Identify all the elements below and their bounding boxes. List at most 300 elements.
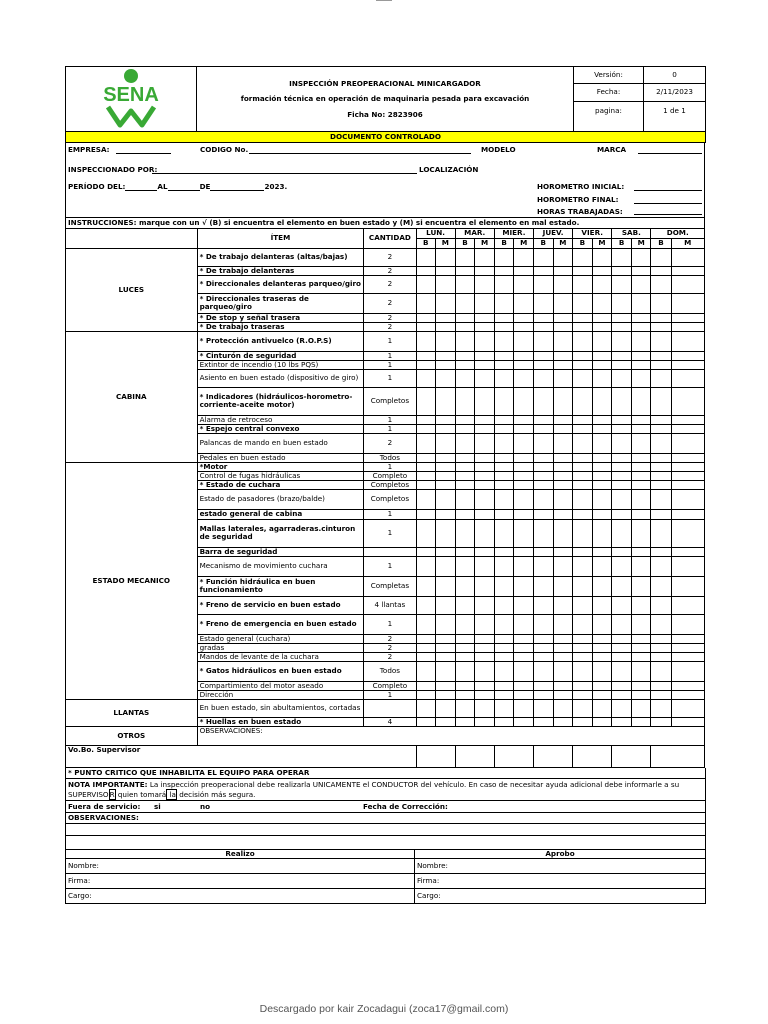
- check-bad-cell[interactable]: [475, 424, 495, 433]
- check-good-cell[interactable]: [455, 331, 475, 351]
- inspeccionado-field[interactable]: [152, 166, 417, 174]
- check-bad-cell[interactable]: [436, 717, 456, 726]
- check-good-cell[interactable]: [651, 576, 671, 596]
- check-bad-cell[interactable]: [671, 634, 704, 643]
- check-good-cell[interactable]: [612, 643, 632, 652]
- otros-observaciones[interactable]: OBSERVACIONES:: [197, 726, 704, 745]
- check-good-cell[interactable]: [416, 462, 436, 471]
- check-good-cell[interactable]: [612, 351, 632, 360]
- check-bad-cell[interactable]: [553, 293, 573, 313]
- check-bad-cell[interactable]: [592, 509, 612, 519]
- check-good-cell[interactable]: [416, 480, 436, 489]
- check-bad-cell[interactable]: [671, 489, 704, 509]
- check-bad-cell[interactable]: [592, 661, 612, 681]
- check-bad-cell[interactable]: [671, 519, 704, 547]
- check-bad-cell[interactable]: [553, 519, 573, 547]
- check-good-cell[interactable]: [533, 360, 553, 369]
- check-good-cell[interactable]: [494, 717, 514, 726]
- check-good-cell[interactable]: [416, 643, 436, 652]
- check-bad-cell[interactable]: [553, 661, 573, 681]
- check-good-cell[interactable]: [651, 596, 671, 614]
- check-good-cell[interactable]: [573, 424, 593, 433]
- check-bad-cell[interactable]: [475, 313, 495, 322]
- check-bad-cell[interactable]: [514, 322, 534, 331]
- check-good-cell[interactable]: [573, 519, 593, 547]
- check-good-cell[interactable]: [573, 275, 593, 293]
- check-bad-cell[interactable]: [514, 509, 534, 519]
- check-good-cell[interactable]: [416, 453, 436, 462]
- check-bad-cell[interactable]: [436, 471, 456, 480]
- check-bad-cell[interactable]: [631, 661, 651, 681]
- check-good-cell[interactable]: [573, 717, 593, 726]
- check-good-cell[interactable]: [612, 547, 632, 556]
- check-good-cell[interactable]: [494, 313, 514, 322]
- check-good-cell[interactable]: [612, 453, 632, 462]
- fuera-servicio-si[interactable]: si: [154, 801, 161, 811]
- check-good-cell[interactable]: [651, 351, 671, 360]
- check-good-cell[interactable]: [651, 248, 671, 266]
- check-good-cell[interactable]: [612, 462, 632, 471]
- check-good-cell[interactable]: [494, 652, 514, 661]
- check-bad-cell[interactable]: [631, 453, 651, 462]
- check-bad-cell[interactable]: [592, 424, 612, 433]
- check-good-cell[interactable]: [612, 360, 632, 369]
- check-good-cell[interactable]: [573, 509, 593, 519]
- check-good-cell[interactable]: [494, 519, 514, 547]
- check-bad-cell[interactable]: [436, 614, 456, 634]
- check-bad-cell[interactable]: [436, 556, 456, 576]
- check-bad-cell[interactable]: [475, 275, 495, 293]
- check-good-cell[interactable]: [612, 424, 632, 433]
- check-good-cell[interactable]: [573, 699, 593, 717]
- check-good-cell[interactable]: [533, 690, 553, 699]
- check-bad-cell[interactable]: [436, 489, 456, 509]
- observaciones-line-1[interactable]: [66, 824, 706, 836]
- check-good-cell[interactable]: [533, 596, 553, 614]
- check-bad-cell[interactable]: [631, 614, 651, 634]
- check-bad-cell[interactable]: [592, 369, 612, 387]
- check-bad-cell[interactable]: [592, 462, 612, 471]
- check-bad-cell[interactable]: [436, 453, 456, 462]
- check-good-cell[interactable]: [612, 690, 632, 699]
- check-bad-cell[interactable]: [631, 509, 651, 519]
- check-good-cell[interactable]: [494, 509, 514, 519]
- check-good-cell[interactable]: [455, 248, 475, 266]
- check-bad-cell[interactable]: [514, 614, 534, 634]
- check-good-cell[interactable]: [455, 424, 475, 433]
- check-bad-cell[interactable]: [592, 699, 612, 717]
- check-bad-cell[interactable]: [475, 681, 495, 690]
- aprobo-firma[interactable]: Firma:: [415, 874, 706, 889]
- check-bad-cell[interactable]: [475, 699, 495, 717]
- check-good-cell[interactable]: [494, 634, 514, 643]
- check-bad-cell[interactable]: [553, 717, 573, 726]
- check-bad-cell[interactable]: [671, 681, 704, 690]
- check-bad-cell[interactable]: [631, 576, 651, 596]
- vobo-day-cell[interactable]: [651, 745, 705, 767]
- check-bad-cell[interactable]: [671, 556, 704, 576]
- check-good-cell[interactable]: [533, 369, 553, 387]
- check-good-cell[interactable]: [651, 652, 671, 661]
- check-good-cell[interactable]: [416, 576, 436, 596]
- check-good-cell[interactable]: [573, 266, 593, 275]
- check-good-cell[interactable]: [455, 489, 475, 509]
- check-bad-cell[interactable]: [475, 547, 495, 556]
- check-good-cell[interactable]: [651, 433, 671, 453]
- check-good-cell[interactable]: [533, 661, 553, 681]
- aprobo-cargo[interactable]: Cargo:: [415, 889, 706, 904]
- check-bad-cell[interactable]: [592, 360, 612, 369]
- check-bad-cell[interactable]: [553, 369, 573, 387]
- check-bad-cell[interactable]: [514, 275, 534, 293]
- check-good-cell[interactable]: [612, 556, 632, 576]
- check-good-cell[interactable]: [651, 519, 671, 547]
- check-bad-cell[interactable]: [553, 360, 573, 369]
- check-good-cell[interactable]: [455, 652, 475, 661]
- check-bad-cell[interactable]: [631, 360, 651, 369]
- check-bad-cell[interactable]: [475, 322, 495, 331]
- check-good-cell[interactable]: [494, 643, 514, 652]
- check-bad-cell[interactable]: [631, 415, 651, 424]
- check-good-cell[interactable]: [612, 471, 632, 480]
- check-bad-cell[interactable]: [475, 652, 495, 661]
- check-bad-cell[interactable]: [592, 717, 612, 726]
- check-good-cell[interactable]: [494, 331, 514, 351]
- vobo-day-cell[interactable]: [455, 745, 494, 767]
- check-good-cell[interactable]: [416, 424, 436, 433]
- check-good-cell[interactable]: [612, 489, 632, 509]
- check-good-cell[interactable]: [455, 614, 475, 634]
- check-good-cell[interactable]: [494, 293, 514, 313]
- check-good-cell[interactable]: [455, 717, 475, 726]
- check-good-cell[interactable]: [651, 313, 671, 322]
- check-bad-cell[interactable]: [514, 331, 534, 351]
- check-bad-cell[interactable]: [671, 509, 704, 519]
- check-bad-cell[interactable]: [671, 652, 704, 661]
- check-good-cell[interactable]: [533, 433, 553, 453]
- check-bad-cell[interactable]: [671, 387, 704, 415]
- check-good-cell[interactable]: [573, 643, 593, 652]
- check-good-cell[interactable]: [416, 634, 436, 643]
- check-good-cell[interactable]: [455, 293, 475, 313]
- check-bad-cell[interactable]: [553, 576, 573, 596]
- check-bad-cell[interactable]: [553, 681, 573, 690]
- check-good-cell[interactable]: [573, 661, 593, 681]
- check-bad-cell[interactable]: [592, 596, 612, 614]
- check-bad-cell[interactable]: [631, 471, 651, 480]
- check-good-cell[interactable]: [494, 661, 514, 681]
- check-good-cell[interactable]: [573, 489, 593, 509]
- check-bad-cell[interactable]: [592, 634, 612, 643]
- check-good-cell[interactable]: [573, 480, 593, 489]
- check-bad-cell[interactable]: [436, 634, 456, 643]
- empresa-field[interactable]: [116, 146, 171, 154]
- check-bad-cell[interactable]: [671, 331, 704, 351]
- check-bad-cell[interactable]: [631, 293, 651, 313]
- codigo-field[interactable]: [249, 146, 471, 154]
- check-good-cell[interactable]: [533, 248, 553, 266]
- check-good-cell[interactable]: [455, 480, 475, 489]
- check-good-cell[interactable]: [573, 387, 593, 415]
- observaciones-line-2[interactable]: [66, 836, 706, 850]
- check-bad-cell[interactable]: [592, 652, 612, 661]
- vobo-day-cell[interactable]: [533, 745, 572, 767]
- check-bad-cell[interactable]: [631, 275, 651, 293]
- check-bad-cell[interactable]: [475, 462, 495, 471]
- check-bad-cell[interactable]: [553, 387, 573, 415]
- check-bad-cell[interactable]: [553, 331, 573, 351]
- horas-field[interactable]: [634, 207, 702, 215]
- check-good-cell[interactable]: [573, 453, 593, 462]
- check-bad-cell[interactable]: [436, 293, 456, 313]
- check-bad-cell[interactable]: [436, 652, 456, 661]
- check-good-cell[interactable]: [533, 266, 553, 275]
- check-bad-cell[interactable]: [475, 556, 495, 576]
- check-good-cell[interactable]: [573, 634, 593, 643]
- check-bad-cell[interactable]: [475, 415, 495, 424]
- check-good-cell[interactable]: [494, 369, 514, 387]
- check-good-cell[interactable]: [573, 690, 593, 699]
- check-good-cell[interactable]: [455, 576, 475, 596]
- check-good-cell[interactable]: [416, 293, 436, 313]
- check-good-cell[interactable]: [612, 652, 632, 661]
- check-good-cell[interactable]: [573, 576, 593, 596]
- check-bad-cell[interactable]: [436, 415, 456, 424]
- check-bad-cell[interactable]: [631, 489, 651, 509]
- check-bad-cell[interactable]: [671, 424, 704, 433]
- check-good-cell[interactable]: [573, 471, 593, 480]
- check-bad-cell[interactable]: [631, 690, 651, 699]
- check-bad-cell[interactable]: [436, 661, 456, 681]
- check-good-cell[interactable]: [651, 331, 671, 351]
- check-good-cell[interactable]: [494, 489, 514, 509]
- check-bad-cell[interactable]: [553, 433, 573, 453]
- check-good-cell[interactable]: [533, 480, 553, 489]
- check-good-cell[interactable]: [533, 681, 553, 690]
- check-bad-cell[interactable]: [514, 717, 534, 726]
- check-good-cell[interactable]: [612, 266, 632, 275]
- check-good-cell[interactable]: [455, 681, 475, 690]
- check-good-cell[interactable]: [494, 576, 514, 596]
- check-bad-cell[interactable]: [592, 313, 612, 322]
- check-bad-cell[interactable]: [553, 351, 573, 360]
- check-bad-cell[interactable]: [631, 248, 651, 266]
- check-bad-cell[interactable]: [631, 681, 651, 690]
- check-bad-cell[interactable]: [553, 652, 573, 661]
- check-bad-cell[interactable]: [514, 424, 534, 433]
- check-bad-cell[interactable]: [475, 519, 495, 547]
- check-bad-cell[interactable]: [671, 266, 704, 275]
- check-good-cell[interactable]: [494, 556, 514, 576]
- periodo-de-field[interactable]: [210, 183, 264, 191]
- check-bad-cell[interactable]: [436, 369, 456, 387]
- check-good-cell[interactable]: [651, 387, 671, 415]
- check-bad-cell[interactable]: [592, 547, 612, 556]
- check-good-cell[interactable]: [494, 266, 514, 275]
- check-bad-cell[interactable]: [671, 248, 704, 266]
- check-bad-cell[interactable]: [436, 690, 456, 699]
- aprobo-nombre[interactable]: Nombre:: [415, 859, 706, 874]
- check-bad-cell[interactable]: [475, 489, 495, 509]
- check-bad-cell[interactable]: [592, 614, 612, 634]
- check-bad-cell[interactable]: [514, 576, 534, 596]
- check-good-cell[interactable]: [416, 489, 436, 509]
- check-bad-cell[interactable]: [592, 681, 612, 690]
- check-bad-cell[interactable]: [631, 462, 651, 471]
- check-bad-cell[interactable]: [553, 634, 573, 643]
- check-good-cell[interactable]: [651, 489, 671, 509]
- check-bad-cell[interactable]: [671, 576, 704, 596]
- check-bad-cell[interactable]: [475, 293, 495, 313]
- check-bad-cell[interactable]: [475, 661, 495, 681]
- check-bad-cell[interactable]: [514, 471, 534, 480]
- check-bad-cell[interactable]: [553, 643, 573, 652]
- check-bad-cell[interactable]: [436, 266, 456, 275]
- check-bad-cell[interactable]: [592, 453, 612, 462]
- check-bad-cell[interactable]: [514, 519, 534, 547]
- check-bad-cell[interactable]: [592, 322, 612, 331]
- check-bad-cell[interactable]: [631, 547, 651, 556]
- check-good-cell[interactable]: [494, 415, 514, 424]
- check-good-cell[interactable]: [573, 369, 593, 387]
- check-good-cell[interactable]: [455, 519, 475, 547]
- check-bad-cell[interactable]: [436, 387, 456, 415]
- check-good-cell[interactable]: [416, 387, 436, 415]
- check-good-cell[interactable]: [455, 387, 475, 415]
- check-good-cell[interactable]: [651, 453, 671, 462]
- periodo-al-field[interactable]: [168, 183, 200, 191]
- check-good-cell[interactable]: [455, 661, 475, 681]
- check-bad-cell[interactable]: [514, 453, 534, 462]
- check-good-cell[interactable]: [494, 596, 514, 614]
- check-good-cell[interactable]: [455, 415, 475, 424]
- check-good-cell[interactable]: [612, 699, 632, 717]
- check-bad-cell[interactable]: [514, 266, 534, 275]
- fuera-servicio-no[interactable]: no: [200, 801, 211, 811]
- check-bad-cell[interactable]: [514, 556, 534, 576]
- check-bad-cell[interactable]: [514, 415, 534, 424]
- check-good-cell[interactable]: [612, 369, 632, 387]
- check-good-cell[interactable]: [533, 471, 553, 480]
- check-good-cell[interactable]: [651, 471, 671, 480]
- check-good-cell[interactable]: [455, 266, 475, 275]
- check-good-cell[interactable]: [612, 661, 632, 681]
- check-good-cell[interactable]: [573, 322, 593, 331]
- check-good-cell[interactable]: [533, 453, 553, 462]
- check-good-cell[interactable]: [651, 643, 671, 652]
- check-bad-cell[interactable]: [514, 547, 534, 556]
- check-bad-cell[interactable]: [436, 681, 456, 690]
- check-good-cell[interactable]: [612, 576, 632, 596]
- check-bad-cell[interactable]: [631, 717, 651, 726]
- check-bad-cell[interactable]: [436, 424, 456, 433]
- check-bad-cell[interactable]: [436, 480, 456, 489]
- check-good-cell[interactable]: [612, 433, 632, 453]
- check-bad-cell[interactable]: [553, 471, 573, 480]
- check-good-cell[interactable]: [612, 293, 632, 313]
- check-good-cell[interactable]: [612, 322, 632, 331]
- check-bad-cell[interactable]: [553, 313, 573, 322]
- check-bad-cell[interactable]: [475, 387, 495, 415]
- check-good-cell[interactable]: [533, 519, 553, 547]
- check-bad-cell[interactable]: [553, 248, 573, 266]
- check-bad-cell[interactable]: [436, 360, 456, 369]
- check-good-cell[interactable]: [416, 547, 436, 556]
- check-good-cell[interactable]: [455, 690, 475, 699]
- check-bad-cell[interactable]: [631, 433, 651, 453]
- check-bad-cell[interactable]: [475, 614, 495, 634]
- check-bad-cell[interactable]: [671, 453, 704, 462]
- check-good-cell[interactable]: [573, 433, 593, 453]
- check-bad-cell[interactable]: [631, 652, 651, 661]
- check-good-cell[interactable]: [416, 331, 436, 351]
- check-bad-cell[interactable]: [592, 556, 612, 576]
- check-bad-cell[interactable]: [631, 313, 651, 322]
- check-bad-cell[interactable]: [475, 634, 495, 643]
- check-bad-cell[interactable]: [436, 519, 456, 547]
- check-good-cell[interactable]: [494, 690, 514, 699]
- check-good-cell[interactable]: [573, 462, 593, 471]
- check-bad-cell[interactable]: [436, 322, 456, 331]
- check-bad-cell[interactable]: [514, 489, 534, 509]
- check-bad-cell[interactable]: [592, 576, 612, 596]
- check-good-cell[interactable]: [416, 661, 436, 681]
- check-good-cell[interactable]: [416, 266, 436, 275]
- check-good-cell[interactable]: [455, 634, 475, 643]
- check-bad-cell[interactable]: [671, 699, 704, 717]
- check-good-cell[interactable]: [573, 415, 593, 424]
- check-bad-cell[interactable]: [475, 643, 495, 652]
- check-good-cell[interactable]: [455, 643, 475, 652]
- check-good-cell[interactable]: [533, 652, 553, 661]
- check-good-cell[interactable]: [455, 275, 475, 293]
- check-bad-cell[interactable]: [631, 351, 651, 360]
- check-good-cell[interactable]: [494, 275, 514, 293]
- check-bad-cell[interactable]: [514, 643, 534, 652]
- check-good-cell[interactable]: [494, 547, 514, 556]
- check-bad-cell[interactable]: [475, 351, 495, 360]
- vobo-day-cell[interactable]: [573, 745, 612, 767]
- check-good-cell[interactable]: [612, 717, 632, 726]
- check-bad-cell[interactable]: [475, 471, 495, 480]
- check-bad-cell[interactable]: [671, 433, 704, 453]
- check-bad-cell[interactable]: [553, 453, 573, 462]
- check-good-cell[interactable]: [533, 717, 553, 726]
- check-bad-cell[interactable]: [553, 424, 573, 433]
- check-bad-cell[interactable]: [553, 556, 573, 576]
- check-bad-cell[interactable]: [592, 643, 612, 652]
- vobo-day-cell[interactable]: [416, 745, 455, 767]
- check-bad-cell[interactable]: [592, 480, 612, 489]
- check-bad-cell[interactable]: [631, 643, 651, 652]
- check-good-cell[interactable]: [455, 547, 475, 556]
- check-bad-cell[interactable]: [514, 313, 534, 322]
- check-good-cell[interactable]: [533, 424, 553, 433]
- horometro-inicial-field[interactable]: [634, 183, 702, 191]
- check-good-cell[interactable]: [651, 293, 671, 313]
- check-bad-cell[interactable]: [436, 509, 456, 519]
- check-bad-cell[interactable]: [553, 547, 573, 556]
- check-good-cell[interactable]: [494, 433, 514, 453]
- check-bad-cell[interactable]: [514, 293, 534, 313]
- check-bad-cell[interactable]: [436, 643, 456, 652]
- check-good-cell[interactable]: [651, 634, 671, 643]
- check-bad-cell[interactable]: [671, 322, 704, 331]
- check-bad-cell[interactable]: [475, 509, 495, 519]
- check-good-cell[interactable]: [651, 509, 671, 519]
- check-good-cell[interactable]: [494, 614, 514, 634]
- check-good-cell[interactable]: [573, 313, 593, 322]
